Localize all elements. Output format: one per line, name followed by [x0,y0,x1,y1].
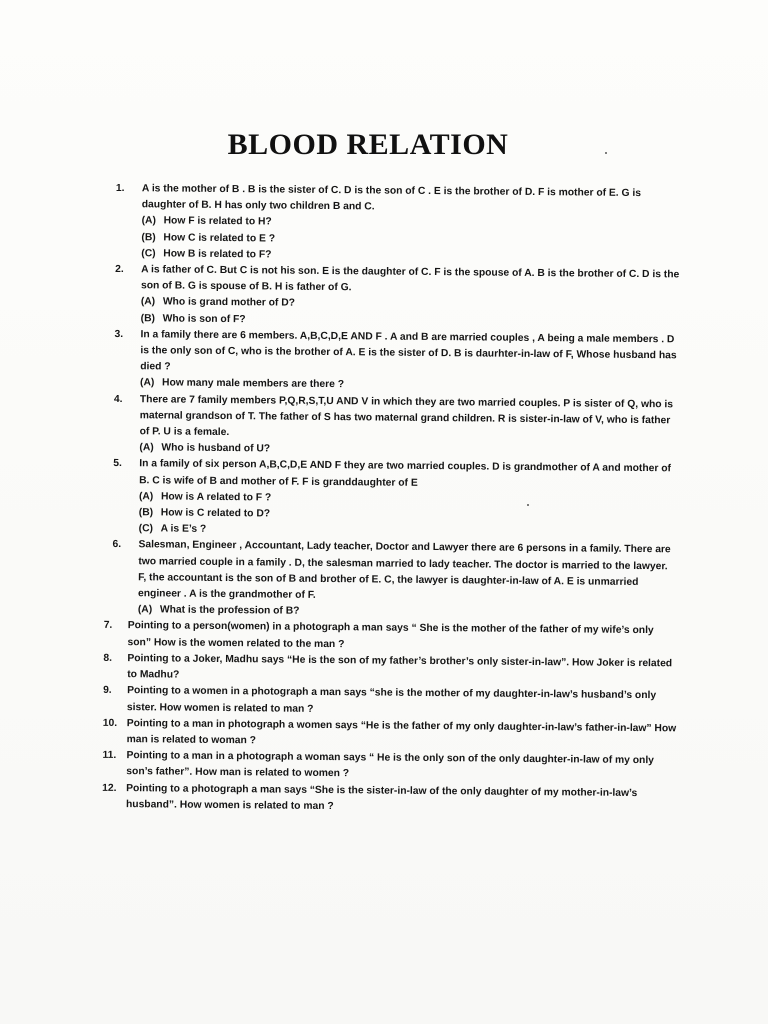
sub-question-text: How many male members are there ? [162,377,345,391]
question-text: Pointing to a Joker, Madhu says “He is the son of my father’s brother’s only sister-in-law”. How Joker is related to Madhu? [127,652,673,681]
sub-question-text: How C is related to E ? [163,232,276,245]
question-number: 12. [102,782,117,794]
sub-question-text: Who is husband of U? [161,442,271,455]
question-number: 11. [102,749,117,762]
sub-question-text: How is C related to D? [160,507,271,520]
paper-speck [527,504,529,506]
question-item [0,455,765,543]
question-number: 6. [112,539,122,551]
question-number: 8. [103,652,113,664]
question-text: In a family there are 6 members. A,B,C,D,E AND F . A and B are married couples , A being a male members . D is the only son of C, who is the brother of A. E is the sister of D. B is daurhter-in-law of F, Whose husband has died ? [140,329,677,373]
question-item [0,326,767,398]
sub-question-tag: (B) [140,312,156,324]
sub-question-text: Who is son of F? [162,313,246,325]
question-text: Pointing to a man in a photograph a woman says “ He is the only son of the only daughter-in-law of my only son’s father”. How man is related to women ? [126,750,654,780]
sub-question-text: What is the profession of B? [159,604,300,618]
paper-speck [605,152,607,154]
sub-question-tag: (A) [141,215,156,227]
sub-question-tag: (B) [141,231,156,243]
question-text: Pointing to a women in a photograph a man says “she is the mother of my daughter-in-law’s husband’s only sister. How women is related to man ? [126,685,657,715]
sub-question-text: Who is grand mother of D? [162,296,296,310]
question-list [0,180,768,819]
question-item [0,390,766,462]
question-text: Salesman, Engineer , Accountant, Lady teacher, Doctor and Lawyer there are 6 persons in a family. There are two married couple in a family . D, the salesman married to lady teacher. The doctor is married to the lawyer. F, the accountant is the son of B and brother of E. C, the lawyer is daughter-in-law of A. E is unmarried engineer . A is the grandmother of F. [137,539,671,601]
question-item [0,536,765,624]
sub-question-text: How F is related to H? [163,215,272,228]
question-number: 1. [115,182,125,195]
question-text: Pointing to a photograph a man says “She is the sister-in-law of the only daughter of my mother-in-law’s husband”. How women is related to man ? [125,782,638,812]
sub-question-tag: (A) [138,491,154,503]
question-number: 3. [114,328,124,340]
sub-question-tag: (A) [140,377,155,389]
sub-question-tag: (C) [138,523,154,535]
sub-question-tag: (B) [138,507,154,519]
question-text: There are 7 family members P,Q,R,S,T,U AND V in which they are two married couples. P is sister of Q, who is maternal grandson of T. The father of S has two maternal grand children. R is sister-in-law of V, who is father of P. U is a female. [139,393,674,439]
sub-question-text: How B is related to F? [163,248,272,261]
question-text: A is father of C. But C is not his son. E is the daughter of C. F is the spouse of A. B is the brother of C. D is the son of B. G is spouse of B. H is father of G. [140,264,680,294]
question-text: A is the mother of B . B is the sister of C. D is the son of C . E is the brother of D. F is mother of E. G is daughter of B. H has only two children B and C. [141,183,642,213]
sub-question-tag: (A) [139,442,154,454]
sub-question-tag: (A) [137,604,153,616]
question-number: 4. [113,393,123,405]
question-number: 9. [103,685,112,697]
question-number: 5. [113,458,122,470]
question-item [0,180,768,268]
question-item [0,261,767,333]
question-text: Pointing to a person(women) in a photograph a man says “ She is the mother of the father of my wife’s only son” How is the women related to the man ? [127,620,654,650]
question-text: Pointing to a man in photograph a women says “He is the father of my only daughter-in-law’s father-in-law” How man is related to woman ? [126,717,677,747]
page-title: BLOOD RELATION [227,128,509,161]
sub-question-text: A is E’s ? [160,523,207,536]
question-number: 2. [115,263,124,276]
sub-question-text: How is A related to F ? [160,491,272,504]
question-number: 7. [103,620,113,632]
sub-question-tag: (A) [140,296,156,308]
question-item [0,779,762,819]
question-number: 10. [102,717,118,729]
question-text: In a family of six person A,B,C,D,E AND F they are two married couples. D is grandmother of A and mother of B. C is wife of B and mother of F. F is granddaughter of E [139,458,672,489]
sub-question-tag: (C) [141,248,156,260]
